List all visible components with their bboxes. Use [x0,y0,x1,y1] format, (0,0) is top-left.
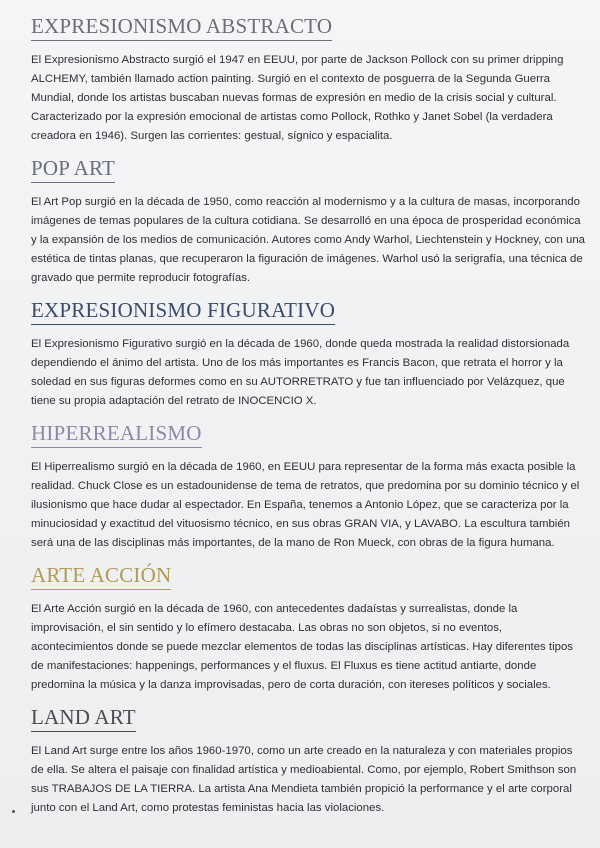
section-expresionismo-figurativo [31,298,586,411]
section-body: El Expresionismo Abstracto surgió el 1947 en EEUU, por parte de Jackson Pollock con su primer dripping ALCHEMY, también llamado action painting. Surgió en el contexto de posguerra de la Segunda Guerra Mundial, donde los artistas buscaban nuevas formas de expresión en medio de la crisis social y cultural. Caracterizado por la expresión emocional de artistas como Pollock, Rothko y Janet Sobel (la verdadera creadora en 1946). Surgen las corrientes: gestual, sígnico y espacialita. [31,54,564,142]
section-body: El Arte Acción surgió en la década de 1960, con antecedentes dadaístas y surrealistas, donde la improvisación, el sin sentido y lo efímero destacaba. Las obras no son objetos, si no eventos, acontecimientos donde se puede mezclar elementos de todas las disciplinas artísticas. Hay diferentes tipos de manifestaciones: happenings, performances y el fluxus. El Fluxus es tiene actitud antiarte, donde predomina la música y la danza improvisadas, pero de corta duración, con itereses políticos y sociales. [31,603,573,691]
section-body: El Art Pop surgió en la década de 1950, como reacción al modernismo y a la cultura de masas, incorporando imágenes de temas populares de la cultura cotidiana. Se desarrolló en una época de prosperidad económica y la expansión de los medios de comunicación. Autores como Andy Warhol, Liechtenstein y Hockney, con una estética de tintas planas, que recuperaron la figuración de imágenes. Warhol usó la serigrafía, una técnica de gravado que permite reproducir fotografías. [31,196,586,284]
section-land-art [31,705,586,818]
section-body: El Expresionismo Figurativo surgió en la década de 1960, donde queda mostrada la realidad distorsionada dependiendo el ánimo del artista. Uno de los más importantes es Francis Bacon, que retrata el horror y la soledad en sus figuras deformes como en su AUTORRETRATO y fue tan influenciado por Velázquez, que tiene su propia adaptación del retrato de INOCENCIO X. [31,338,570,407]
section-title: POP ART [31,156,115,183]
section-body: El Land Art surge entre los años 1960-1970, como un arte creado en la naturaleza y con materiales propios de ella. Se altera el paisaje con finalidad artística y medioabiental. Como, por ejemplo, Robert Smithson son sus TRABAJOS DE LA TIERRA. La artista Ana Mendieta también propició la performance y el arte corporal junto con el Land Art, como protestas feministas hacia las violaciones. [31,745,577,814]
section-arte-accion [31,563,586,695]
section-title: LAND ART [31,705,136,732]
section-title: EXPRESIONISMO ABSTRACTO [31,14,332,41]
section-hiperrealismo [31,421,586,553]
section-title: EXPRESIONISMO FIGURATIVO [31,298,335,325]
section-expresionismo-abstracto [31,14,586,146]
ink-dot [12,810,15,813]
section-title: ARTE ACCIÓN [31,563,171,590]
section-pop-art [31,156,586,288]
section-body: El Hiperrealismo surgió en la década de 1960, en EEUU para representar de la forma más exacta posible la realidad. Chuck Close es un estadounidense de tema de retratos, que predomina por su dominio técnico y el ilusionismo que hace dudar al espectador. En España, tenemos a Antonio López, que se caracteriza por la minuciosidad y exactitud del vituosismo técnico, en sus obras GRAN VIA, y LAVABO. La escultura también será una de las disciplinas más importantes, de la mano de Ron Mueck, con obras de la figura humana. [31,461,580,549]
section-title: HIPERREALISMO [31,421,202,448]
